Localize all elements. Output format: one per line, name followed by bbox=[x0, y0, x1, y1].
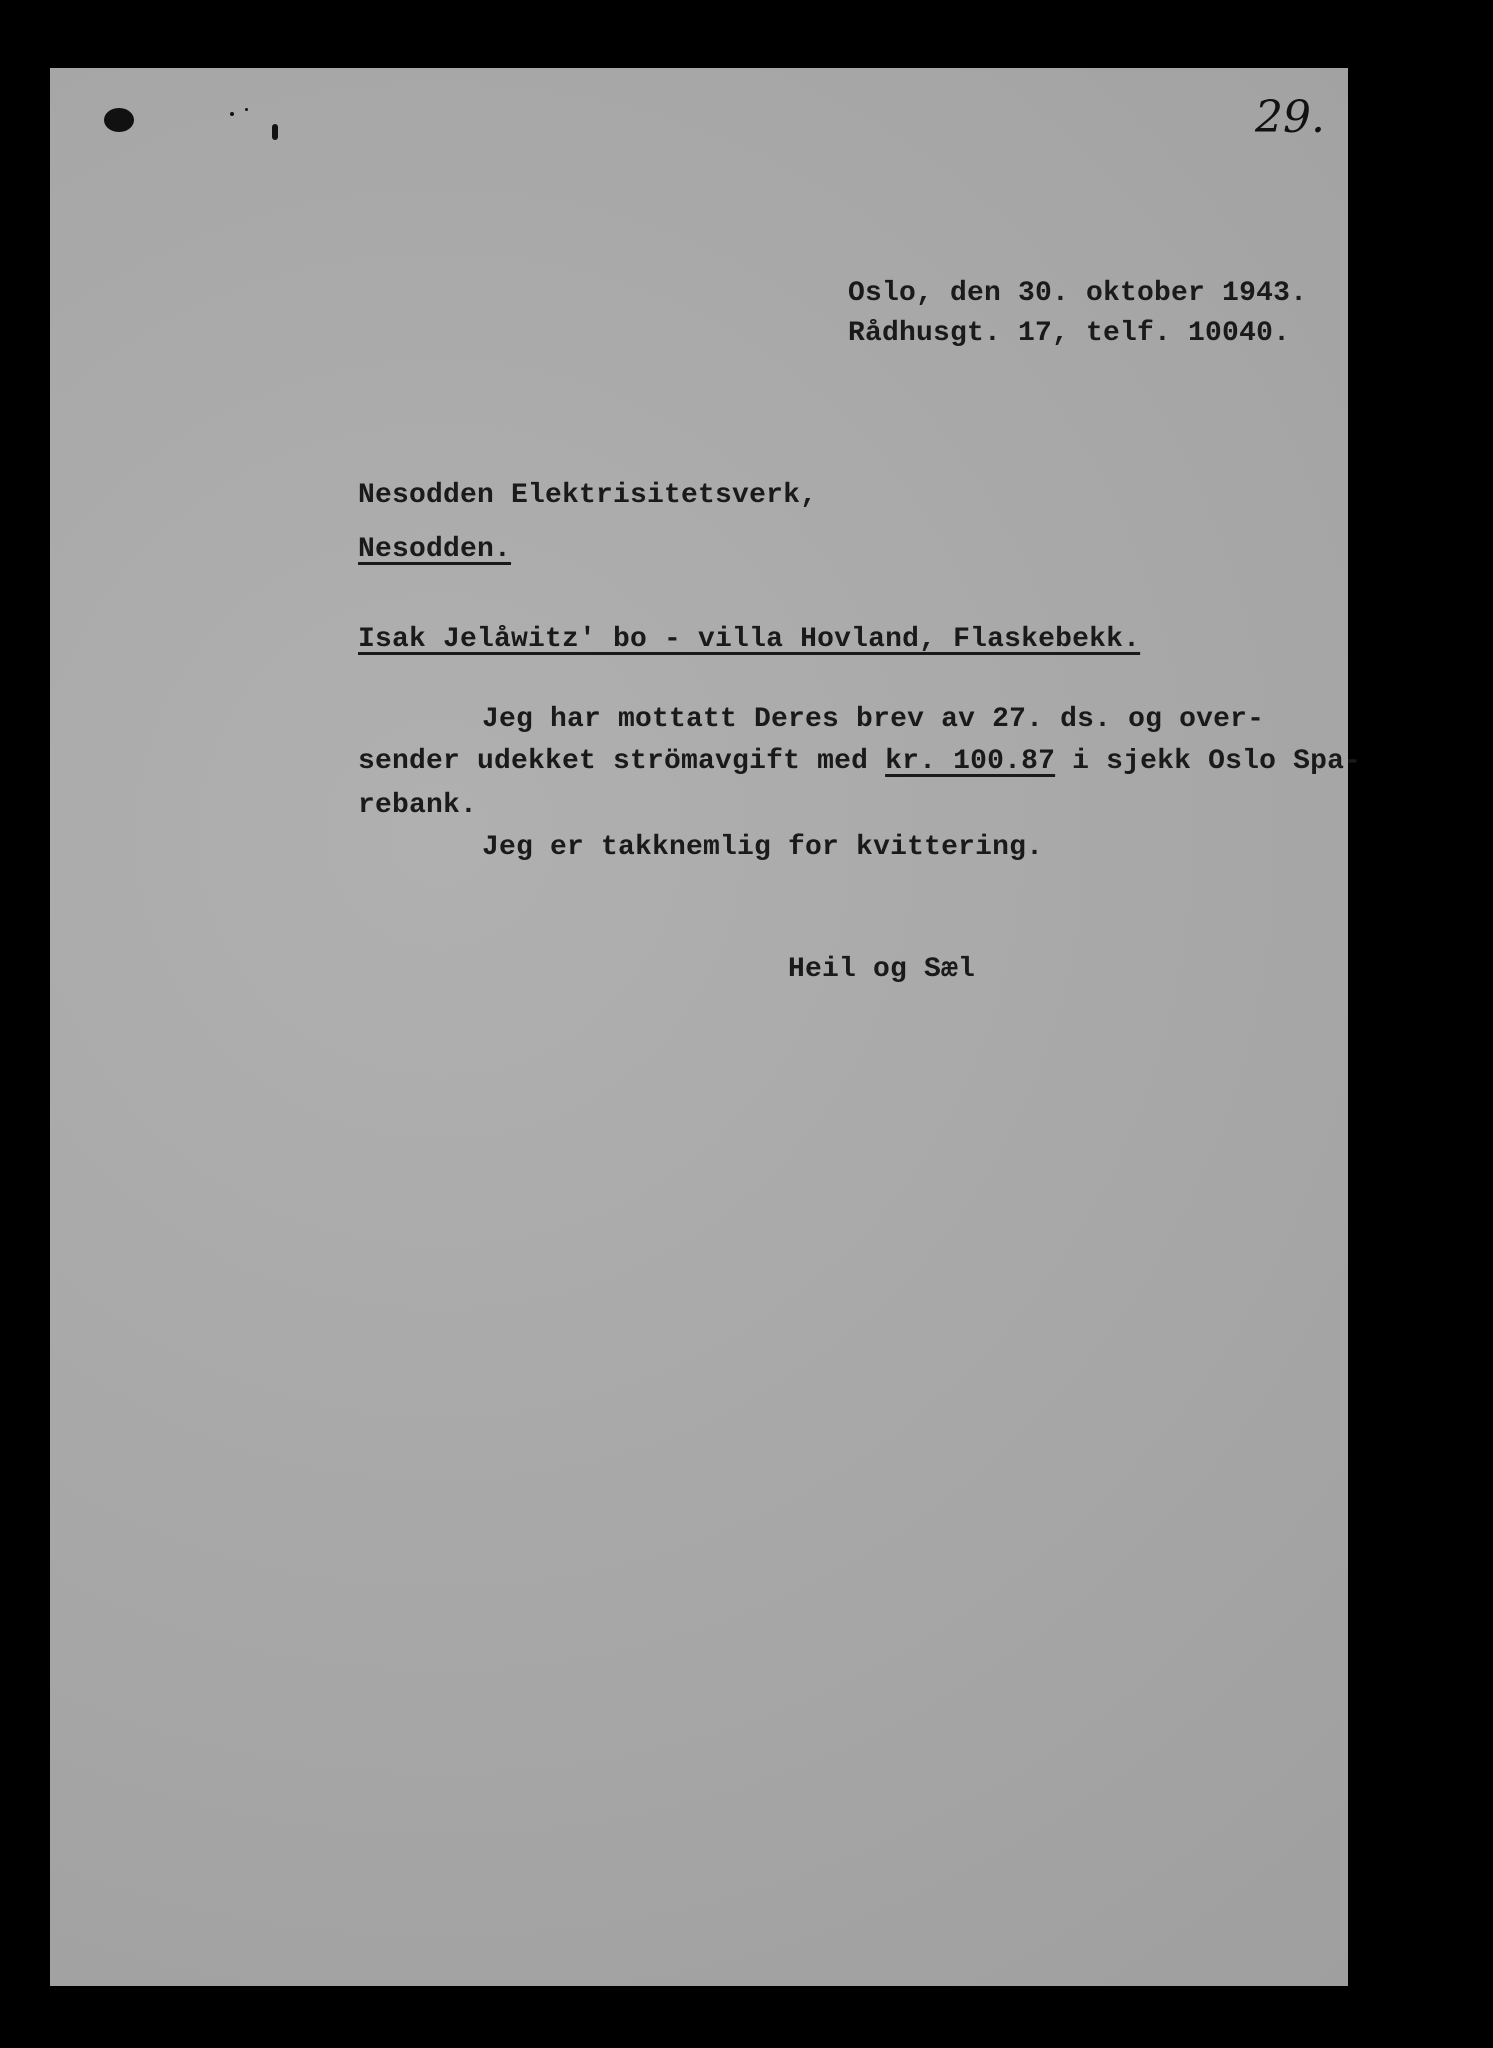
address-line: Rådhusgt. 17, telf. 10040. bbox=[848, 318, 1291, 349]
ink-mark bbox=[272, 124, 278, 140]
recipient-name: Nesodden Elektrisitetsverk, bbox=[358, 480, 818, 511]
amount: kr. 100.87 bbox=[885, 746, 1056, 777]
ink-dot bbox=[230, 112, 234, 116]
body-line-1: Jeg har mottatt Deres brev av 27. ds. og over- bbox=[482, 704, 1265, 735]
document-page bbox=[50, 68, 1348, 1986]
ink-blot bbox=[104, 108, 134, 132]
body-line-2-end: i sjekk Oslo Spa- bbox=[1055, 746, 1362, 777]
ink-dot bbox=[245, 108, 248, 111]
subject-line: Isak Jelåwitz' bo - villa Hovland, Flaskebekk. bbox=[358, 624, 1141, 655]
body-line-2-start: sender udekket strömavgift med bbox=[358, 746, 886, 777]
body-line-3: rebank. bbox=[358, 790, 478, 821]
page-number: 29. bbox=[1255, 92, 1325, 143]
body-line-2 bbox=[358, 748, 1361, 776]
closing: Heil og Sæl bbox=[788, 954, 976, 985]
recipient-place: Nesodden. bbox=[358, 534, 512, 565]
body-line-4: Jeg er takknemlig for kvittering. bbox=[482, 832, 1044, 863]
date-line: Oslo, den 30. oktober 1943. bbox=[848, 278, 1308, 309]
